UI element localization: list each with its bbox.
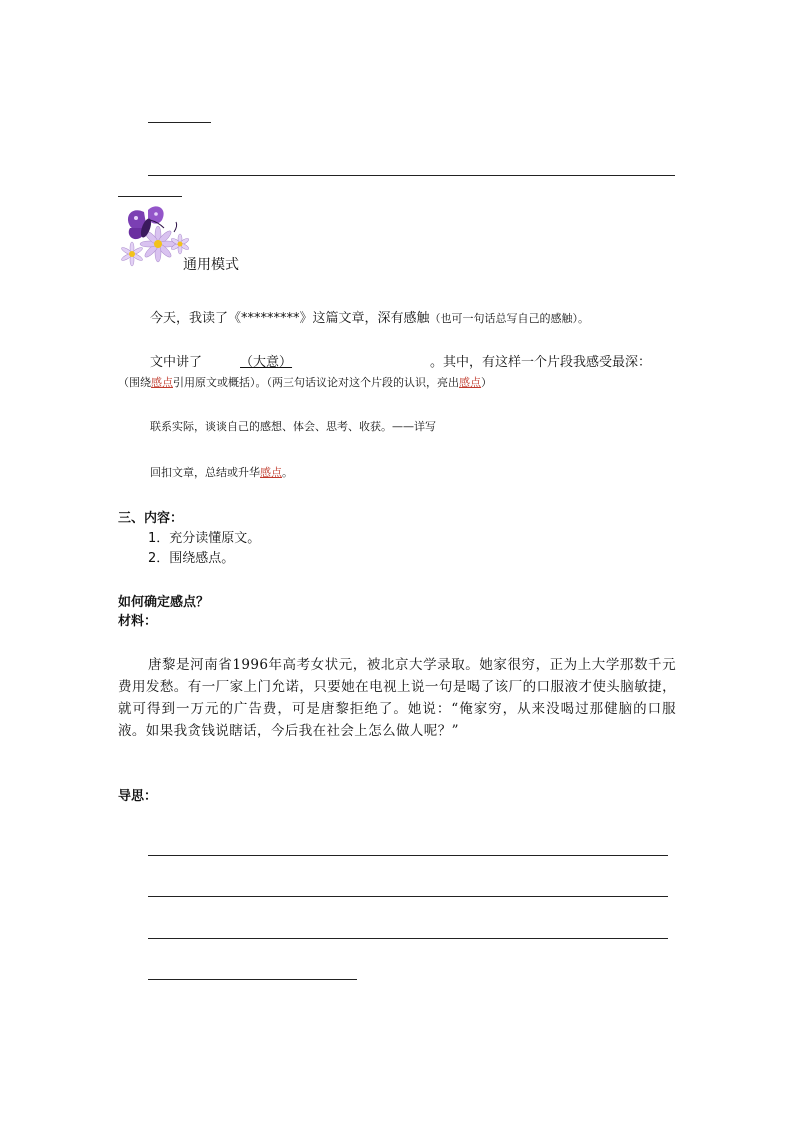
line1-text: 今天，我读了《*********》这篇文章，深有感触 (150, 311, 430, 326)
keyword-gandian: 感点 (459, 376, 481, 389)
template-line-3: （围绕感点引用原文或概括）。（两三句话议论对这个片段的认识，亮出感点） (118, 376, 492, 389)
answer-line (148, 938, 668, 939)
template-title: 通用模式 (183, 257, 239, 273)
material-label: 材料： (118, 614, 158, 629)
answer-line (148, 979, 357, 980)
keyword-gandian: 感点 (151, 376, 173, 389)
question-heading: 如何确定感点？ (118, 595, 210, 610)
guide-label: 导思： (118, 789, 158, 804)
section-heading: 三、内容： (118, 511, 184, 526)
answer-line (148, 175, 675, 176)
material-text: 唐黎是河南省1996年高考女状元，被北京大学录取。她家很穷，正为上大学那数千元费用发愁。有一厂家上门允诺，只要她在电视上说一句是喝了该厂的口服液才使头脑敏捷，就可得到一万元的广告费，可是唐黎拒绝了。她说：“俺家穷，从来没喝过那健脑的口服液。如果我贪钱说瞎话，今后我在社会上怎么做人呢？” (118, 657, 676, 739)
answer-line (148, 896, 668, 897)
template-line-4: 联系实际，谈谈自己的感想、体会、思考、收获。——详写 (150, 420, 436, 433)
line2-blank: （大意） (240, 355, 293, 370)
answer-line (148, 855, 668, 856)
template-line-5: 回扣文章，总结或升华感点。 (150, 466, 293, 479)
line2-suffix: 。其中，有这样一个片段我感受最深： (430, 355, 652, 370)
line2-prefix: 文中讲了 (150, 355, 203, 370)
line1-note: （也可一句话总写自己的感触）。 (429, 312, 590, 325)
content-item: 1．充分读懂原文。 (148, 531, 261, 546)
keyword-gandian: 感点 (260, 466, 282, 479)
template-line-1 (150, 310, 589, 328)
answer-line (118, 196, 182, 197)
template-line-2 (150, 354, 651, 372)
content-item: 2．围绕感点。 (148, 551, 235, 566)
answer-line (148, 122, 211, 123)
